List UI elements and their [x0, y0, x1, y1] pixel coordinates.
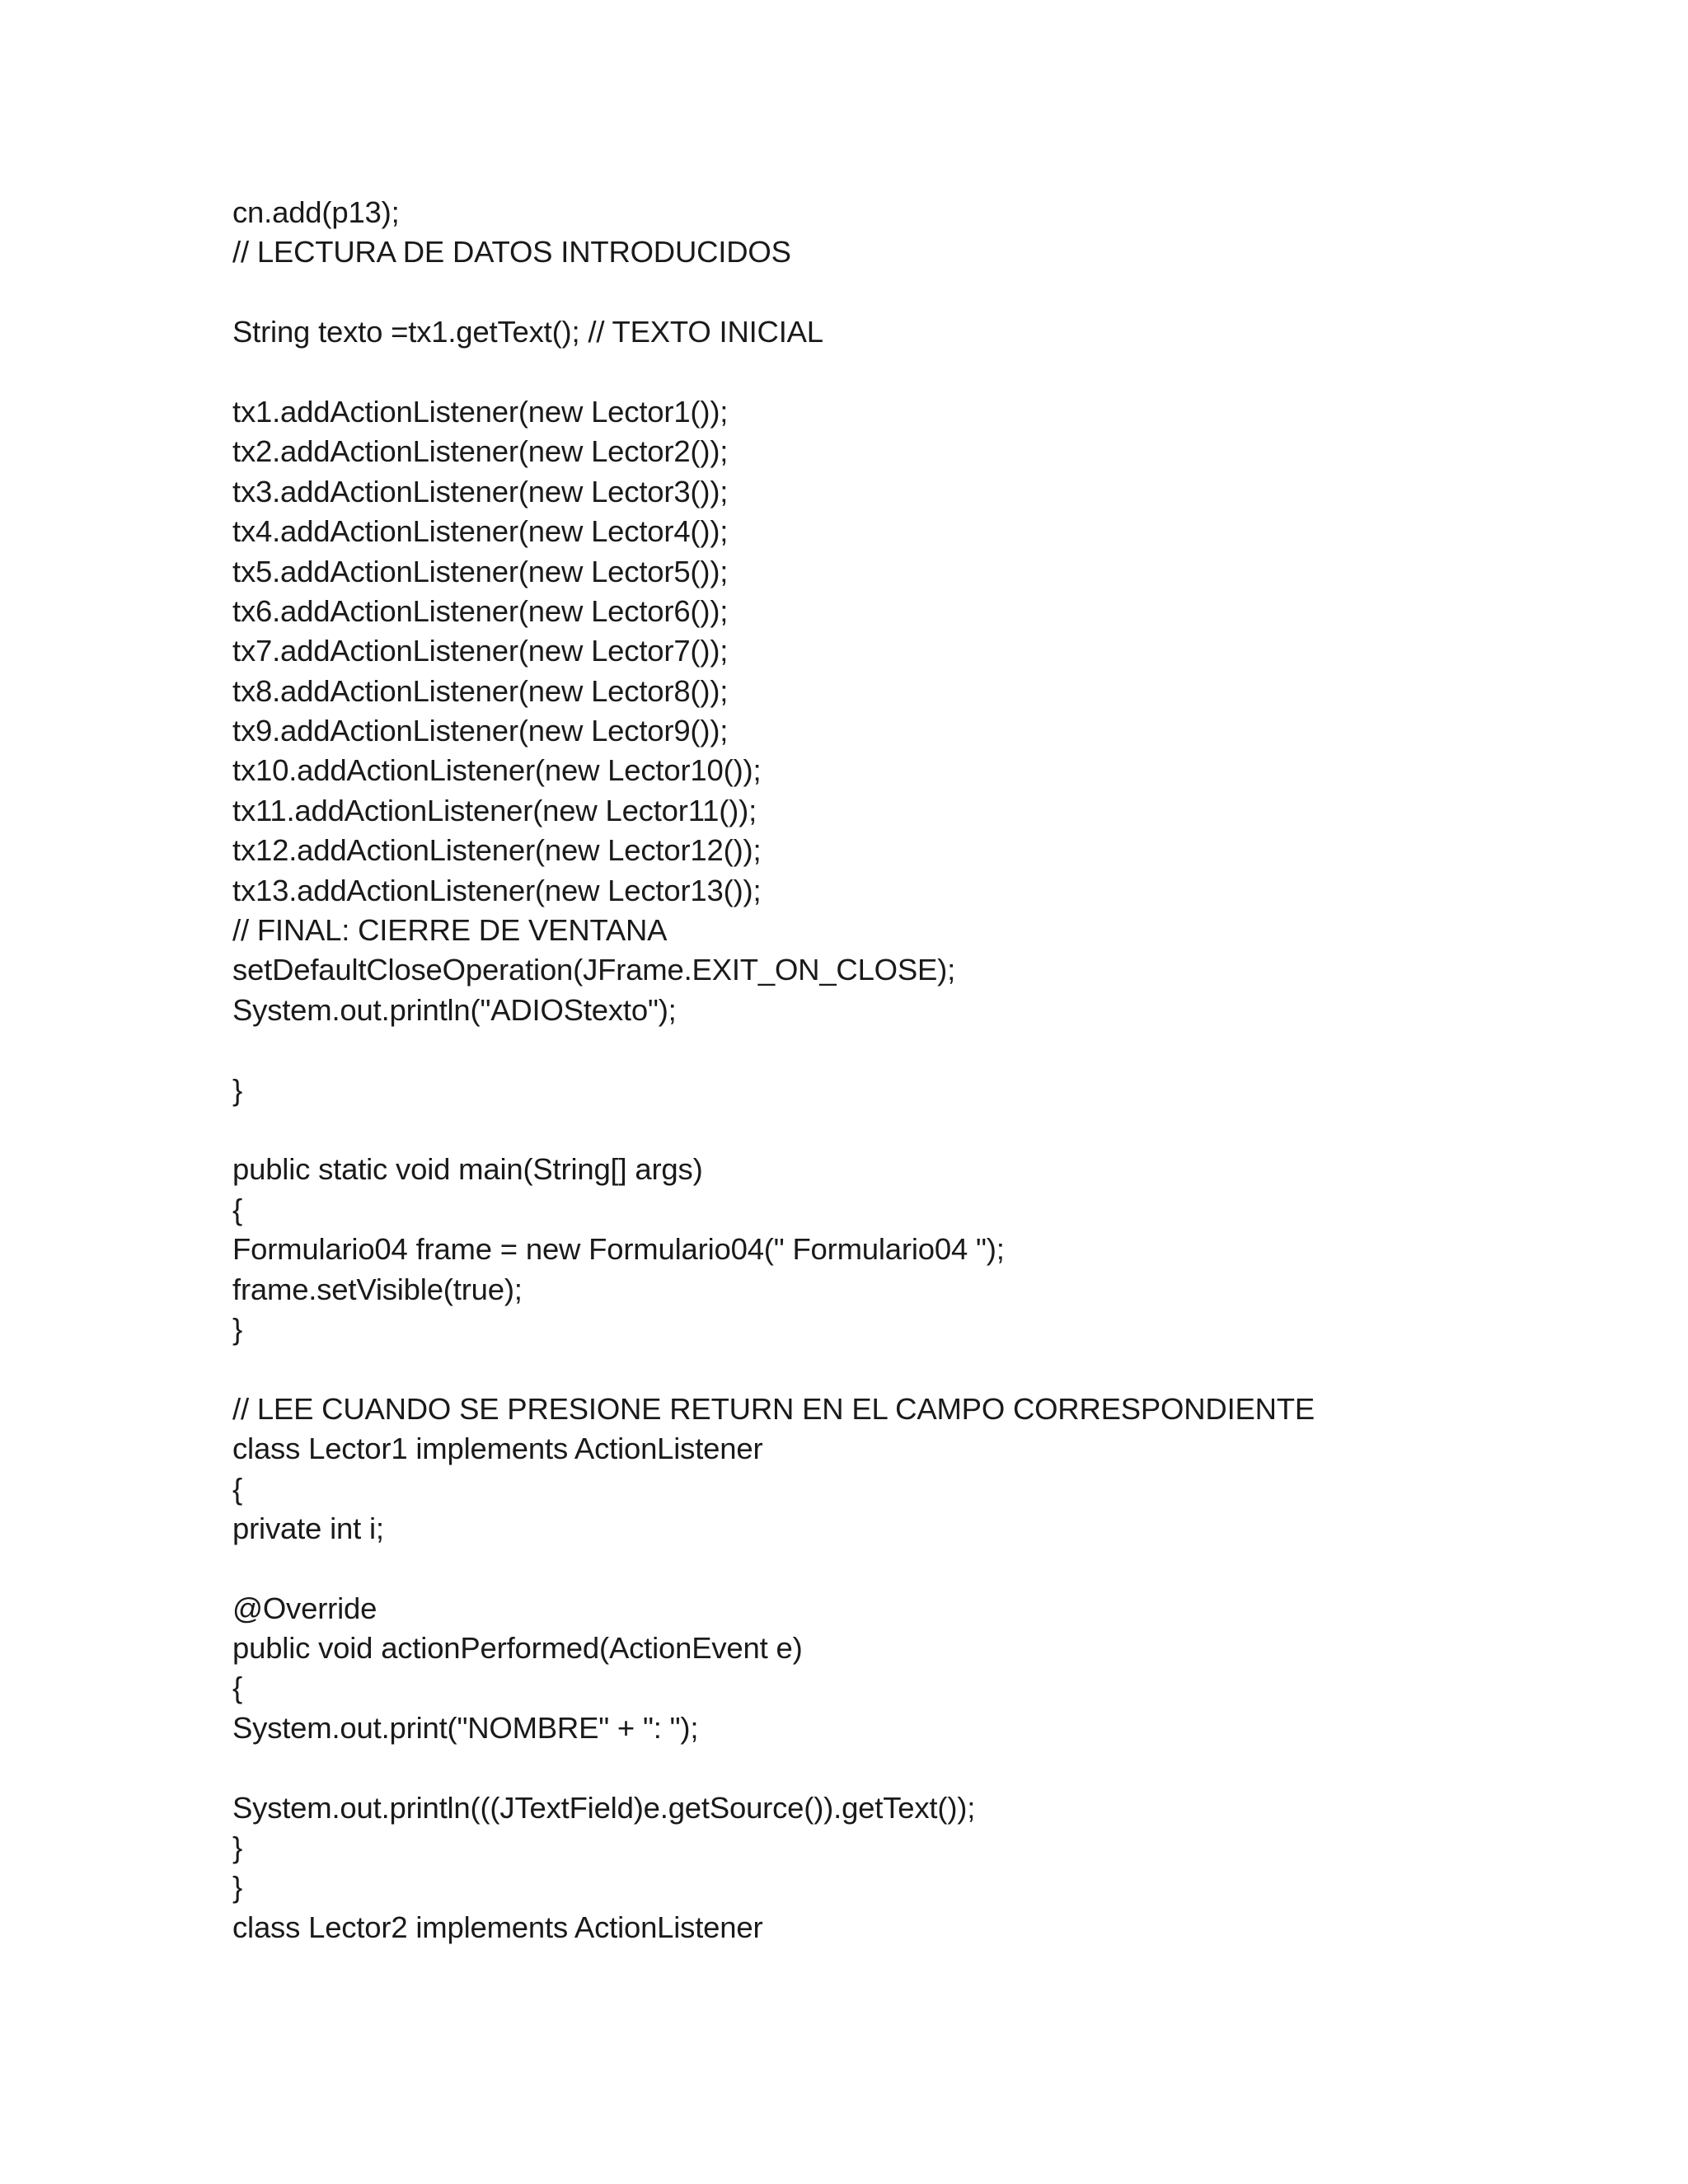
code-line: tx7.addActionListener(new Lector7()); [232, 634, 729, 668]
code-line: tx6.addActionListener(new Lector6()); [232, 593, 729, 628]
code-line: tx2.addActionListener(new Lector2()); [232, 434, 729, 469]
code-line [232, 1349, 1634, 1389]
code-line: tx11.addActionListener(new Lector11()); [232, 793, 757, 827]
code-line: { [232, 1671, 242, 1705]
code-line [232, 353, 1634, 392]
code-line: // LECTURA DE DATOS INTRODUCIDOS [232, 235, 791, 269]
code-line: class Lector2 implements ActionListener [232, 1910, 763, 1944]
code-line: class Lector1 implements ActionListener [232, 1432, 763, 1466]
code-line: tx10.addActionListener(new Lector10()); [232, 753, 762, 788]
code-line: cn.add(p13); [232, 195, 400, 229]
code-line: String texto =tx1.getText(); // TEXTO INICIAL [232, 315, 823, 349]
code-line: tx1.addActionListener(new Lector1()); [232, 394, 729, 429]
code-line: } [232, 1870, 242, 1905]
code-line: setDefaultCloseOperation(JFrame.EXIT_ON_CLOSE); [232, 953, 956, 987]
code-line: tx9.addActionListener(new Lector9()); [232, 714, 729, 748]
code-line [232, 273, 1634, 312]
code-line: public void actionPerformed(ActionEvent e) [232, 1631, 803, 1666]
code-line: @Override [232, 1591, 377, 1625]
code-listing [232, 193, 1634, 1947]
code-line: // FINAL: CIERRE DE VENTANA [232, 913, 668, 948]
code-line: System.out.print("NOMBRE" + ": "); [232, 1710, 699, 1745]
code-line: tx5.addActionListener(new Lector5()); [232, 554, 729, 588]
code-line: System.out.println(((JTextField)e.getSource()).getText()); [232, 1790, 976, 1825]
code-line: tx13.addActionListener(new Lector13()); [232, 873, 762, 907]
code-line: Formulario04 frame = new Formulario04(" Formulario04 "); [232, 1232, 1005, 1267]
code-line: } [232, 1830, 242, 1865]
code-line: tx8.addActionListener(new Lector8()); [232, 673, 729, 708]
code-line [232, 1748, 1634, 1788]
code-line [232, 1030, 1634, 1070]
code-line: { [232, 1471, 242, 1506]
code-line: } [232, 1072, 242, 1107]
code-line: // LEE CUANDO SE PRESIONE RETURN EN EL CAMPO CORRESPONDIENTE [232, 1391, 1315, 1426]
code-line: private int i; [232, 1511, 384, 1545]
code-line: System.out.println("ADIOStexto"); [232, 992, 677, 1027]
code-line: tx4.addActionListener(new Lector4()); [232, 514, 729, 549]
code-line [232, 1549, 1634, 1588]
code-line: public static void main(String[] args) [232, 1152, 703, 1187]
code-line: } [232, 1311, 242, 1346]
code-line [232, 1110, 1634, 1150]
code-line: frame.setVisible(true); [232, 1272, 523, 1306]
code-line: { [232, 1192, 242, 1226]
code-line: tx3.addActionListener(new Lector3()); [232, 474, 729, 509]
code-line: tx12.addActionListener(new Lector12()); [232, 833, 762, 868]
